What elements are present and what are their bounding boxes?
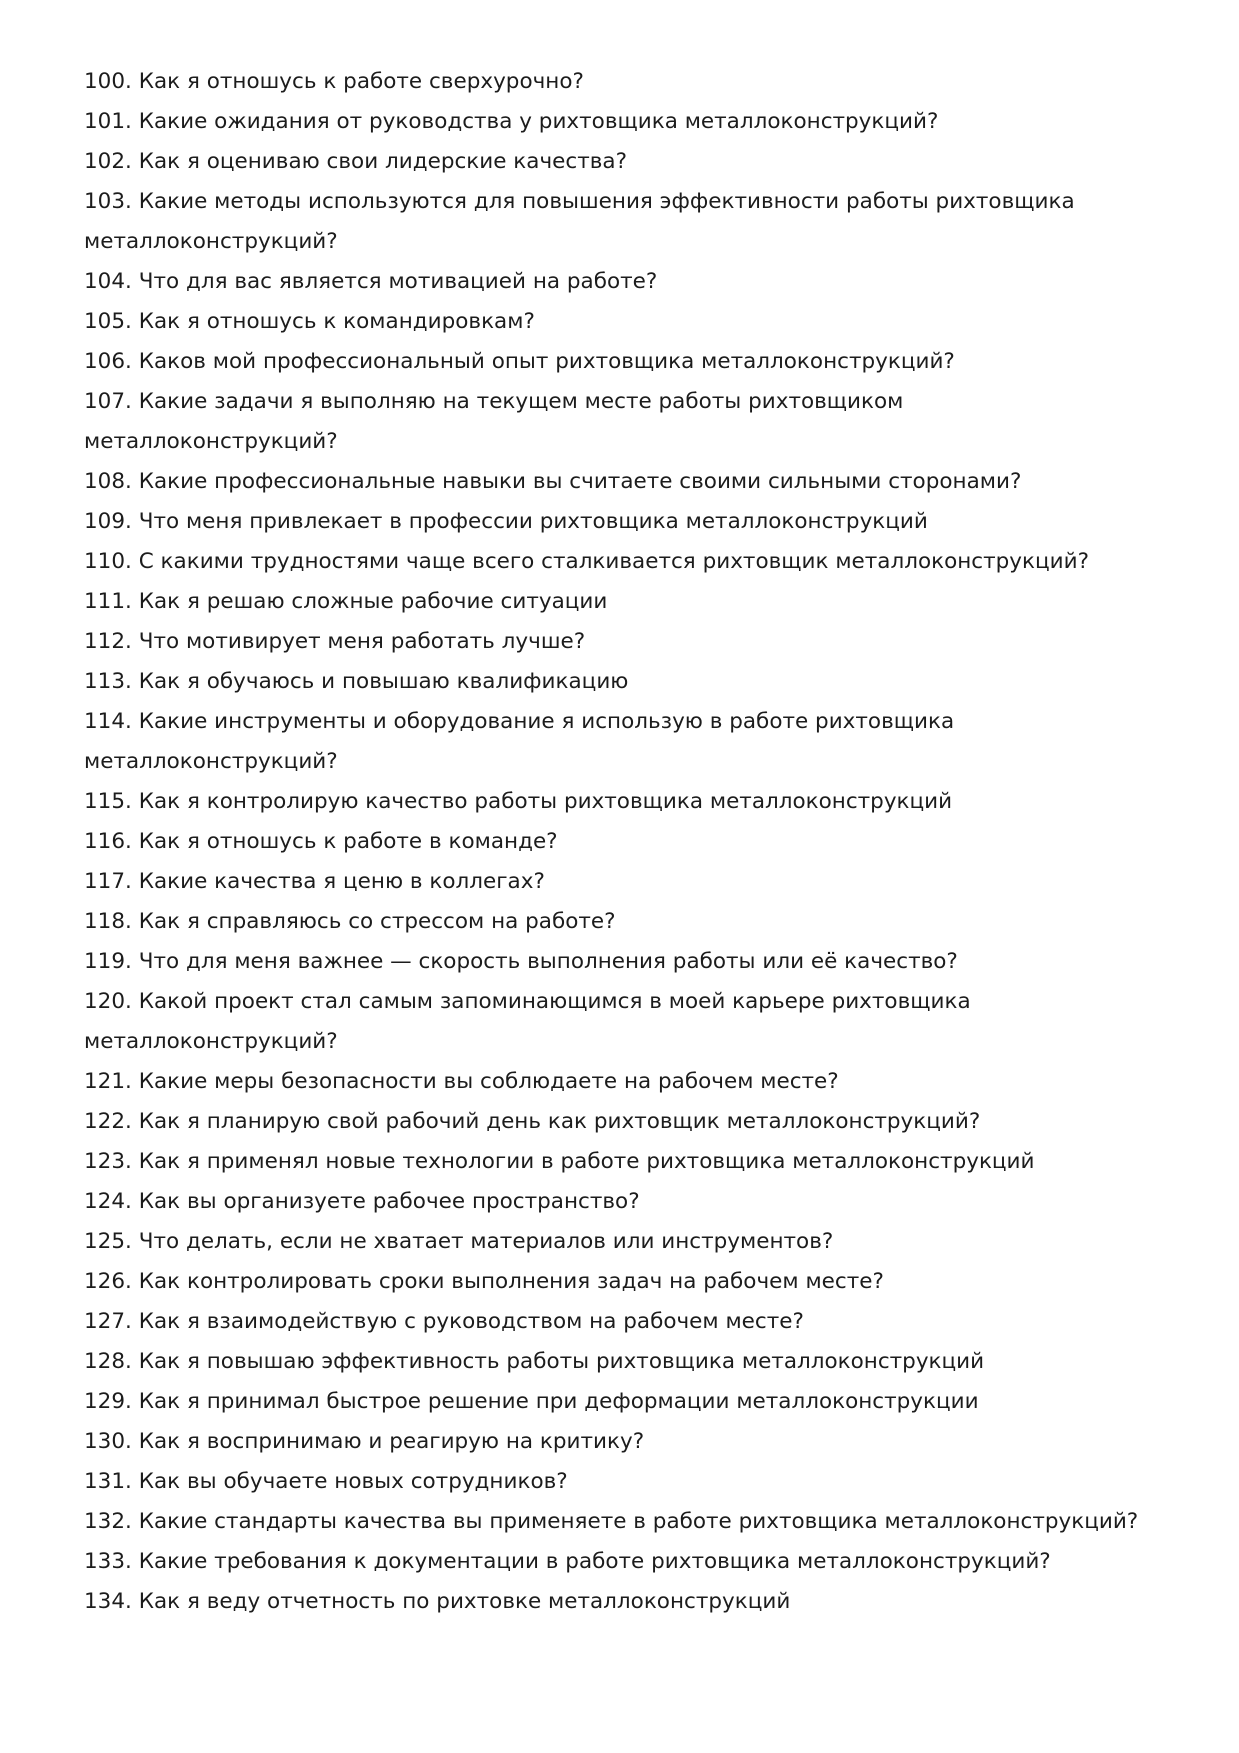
list-item (84, 262, 1164, 302)
list-item (84, 1062, 1164, 1102)
question-text: 107. Какие задачи я выполняю на текущем месте работы рихтовщиком (84, 389, 904, 414)
list-item (84, 1342, 1164, 1382)
question-text-continued: металлоконструкций? (84, 429, 338, 454)
question-text: 116. Как я отношусь к работе в команде? (84, 829, 558, 854)
question-text: 112. Что мотивирует меня работать лучше? (84, 629, 586, 654)
list-item (84, 942, 1164, 982)
question-text: 128. Как я повышаю эффективность работы рихтовщика металлоконструкций (84, 1349, 985, 1374)
list-item (84, 1102, 1164, 1142)
list-item (84, 662, 1164, 702)
list-item (84, 182, 1164, 262)
question-list (84, 62, 1164, 1622)
question-text: 124. Как вы организуете рабочее пространство? (84, 1189, 640, 1214)
question-text: 129. Как я принимал быстрое решение при деформации металлоконструкции (84, 1389, 979, 1414)
question-text-continued: металлоконструкций? (84, 229, 338, 254)
list-item (84, 1582, 1164, 1622)
question-text: 120. Какой проект стал самым запоминающимся в моей карьере рихтовщика (84, 989, 971, 1014)
question-text: 110. С какими трудностями чаще всего сталкивается рихтовщик металлоконструкций? (84, 549, 1089, 574)
question-text: 126. Как контролировать сроки выполнения задач на рабочем месте? (84, 1269, 884, 1294)
question-text-continued: металлоконструкций? (84, 749, 338, 774)
question-text: 125. Что делать, если не хватает материалов или инструментов? (84, 1229, 834, 1254)
list-item (84, 1422, 1164, 1462)
list-item (84, 902, 1164, 942)
list-item (84, 582, 1164, 622)
list-item (84, 1222, 1164, 1262)
list-item (84, 1502, 1164, 1542)
question-text: 114. Какие инструменты и оборудование я использую в работе рихтовщика (84, 709, 955, 734)
list-item (84, 702, 1164, 782)
question-text: 122. Как я планирую свой рабочий день как рихтовщик металлоконструкций? (84, 1109, 981, 1134)
question-text: 130. Как я воспринимаю и реагирую на критику? (84, 1429, 645, 1454)
list-item (84, 542, 1164, 582)
question-text: 127. Как я взаимодействую с руководством на рабочем месте? (84, 1309, 804, 1334)
question-text: 101. Какие ожидания от руководства у рихтовщика металлоконструкций? (84, 109, 939, 134)
list-item (84, 1302, 1164, 1342)
list-item (84, 782, 1164, 822)
list-item (84, 142, 1164, 182)
list-item (84, 862, 1164, 902)
list-item (84, 1462, 1164, 1502)
list-item (84, 382, 1164, 462)
question-text: 115. Как я контролирую качество работы рихтовщика металлоконструкций (84, 789, 953, 814)
question-text: 118. Как я справляюсь со стрессом на работе? (84, 909, 616, 934)
question-text: 108. Какие профессиональные навыки вы считаете своими сильными сторонами? (84, 469, 1022, 494)
question-text: 104. Что для вас является мотивацией на работе? (84, 269, 658, 294)
question-text: 100. Как я отношусь к работе сверхурочно? (84, 69, 584, 94)
question-text: 103. Какие методы используются для повышения эффективности работы рихтовщика (84, 189, 1075, 214)
question-text: 134. Как я веду отчетность по рихтовке металлоконструкций (84, 1589, 791, 1614)
question-text: 119. Что для меня важнее — скорость выполнения работы или её качество? (84, 949, 958, 974)
question-text: 102. Как я оцениваю свои лидерские качества? (84, 149, 628, 174)
list-item (84, 102, 1164, 142)
list-item (84, 342, 1164, 382)
question-text: 109. Что меня привлекает в профессии рихтовщика металлоконструкций (84, 509, 928, 534)
list-item (84, 1542, 1164, 1582)
list-item (84, 1262, 1164, 1302)
list-item (84, 822, 1164, 862)
question-text-continued: металлоконструкций? (84, 1029, 338, 1054)
list-item (84, 462, 1164, 502)
list-item (84, 1382, 1164, 1422)
list-item (84, 622, 1164, 662)
list-item (84, 1182, 1164, 1222)
list-item (84, 62, 1164, 102)
list-item (84, 502, 1164, 542)
question-text: 123. Как я применял новые технологии в работе рихтовщика металлоконструкций (84, 1149, 1035, 1174)
question-text: 121. Какие меры безопасности вы соблюдаете на рабочем месте? (84, 1069, 839, 1094)
list-item (84, 302, 1164, 342)
question-text: 106. Каков мой профессиональный опыт рихтовщика металлоконструкций? (84, 349, 955, 374)
question-text: 117. Какие качества я ценю в коллегах? (84, 869, 545, 894)
question-text: 133. Какие требования к документации в работе рихтовщика металлоконструкций? (84, 1549, 1051, 1574)
list-item (84, 982, 1164, 1062)
question-text: 113. Как я обучаюсь и повышаю квалификацию (84, 669, 629, 694)
list-item (84, 1142, 1164, 1182)
question-text: 111. Как я решаю сложные рабочие ситуации (84, 589, 608, 614)
question-text: 131. Как вы обучаете новых сотрудников? (84, 1469, 568, 1494)
question-text: 105. Как я отношусь к командировкам? (84, 309, 535, 334)
question-text: 132. Какие стандарты качества вы применяете в работе рихтовщика металлоконструкций? (84, 1509, 1139, 1534)
